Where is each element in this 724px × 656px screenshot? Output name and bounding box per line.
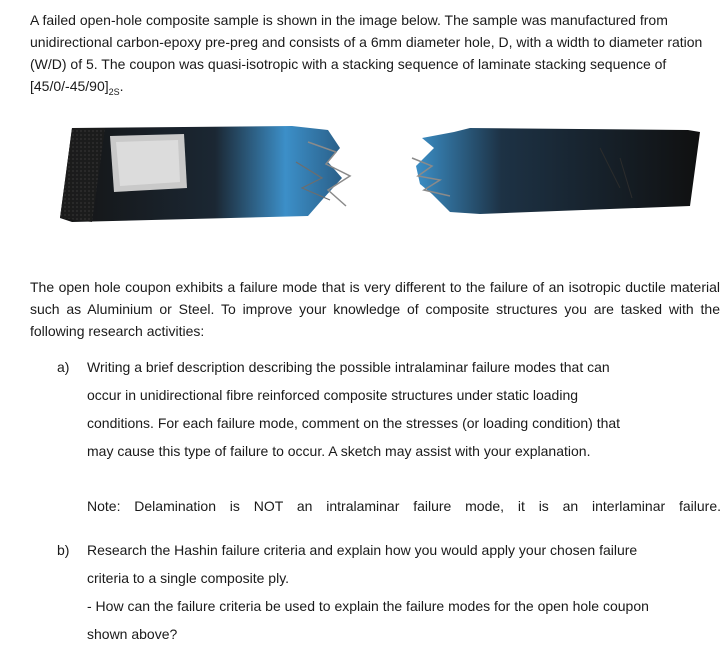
intro-text: A failed open-hole composite sample is shown in the image below. The sample was manufactured from unidirectional carbon-epoxy pre-preg and consists of a 6mm diameter hole, D, with a width to diameter ration (W/D) of 5. The coupon was quasi-isotropic with a stacking sequence of laminate stacking sequence of [45/0/-45/90]: [30, 12, 703, 94]
question-a-marker: a): [57, 359, 70, 375]
failed-coupon-photo: [60, 118, 700, 228]
question-b-line: criteria to a single composite ply.: [87, 570, 290, 586]
description-paragraph: The open hole coupon exhibits a failure mode that is very different to the failure of an isotropic ductile material such as Aluminium or Steel. To improve your knowledge of composite structures you are tasked with the following research activities:: [30, 279, 720, 339]
question-a-line: may cause this type of failure to occur. A sketch may assist with your explanation.: [87, 443, 591, 459]
delamination-note: Note: Delamination is NOT an intralaminar failure mode, it is an interlaminar failure.: [87, 498, 721, 514]
question-b: [87, 536, 719, 648]
question-b-line: shown above?: [87, 626, 178, 642]
question-a-line: occur in unidirectional fibre reinforced composite structures under static loading: [87, 387, 579, 403]
question-a: [87, 353, 699, 465]
right-coupon-half: [412, 128, 700, 214]
intro-paragraph: [30, 9, 710, 103]
intro-end: .: [119, 78, 124, 94]
intro-subscript: 2S: [108, 86, 120, 97]
question-a-line: conditions. For each failure mode, comment on the stresses (or loading condition) that: [87, 415, 621, 431]
question-b-marker: b): [57, 542, 70, 558]
question-a-line: Writing a brief description describing the possible intralaminar failure modes that can: [87, 359, 610, 375]
question-b-line: Research the Hashin failure criteria and explain how you would apply your chosen failure: [87, 542, 638, 558]
left-coupon-half: [60, 126, 350, 222]
question-b-line: - How can the failure criteria be used to explain the failure modes for the open hole coupon: [87, 598, 649, 614]
